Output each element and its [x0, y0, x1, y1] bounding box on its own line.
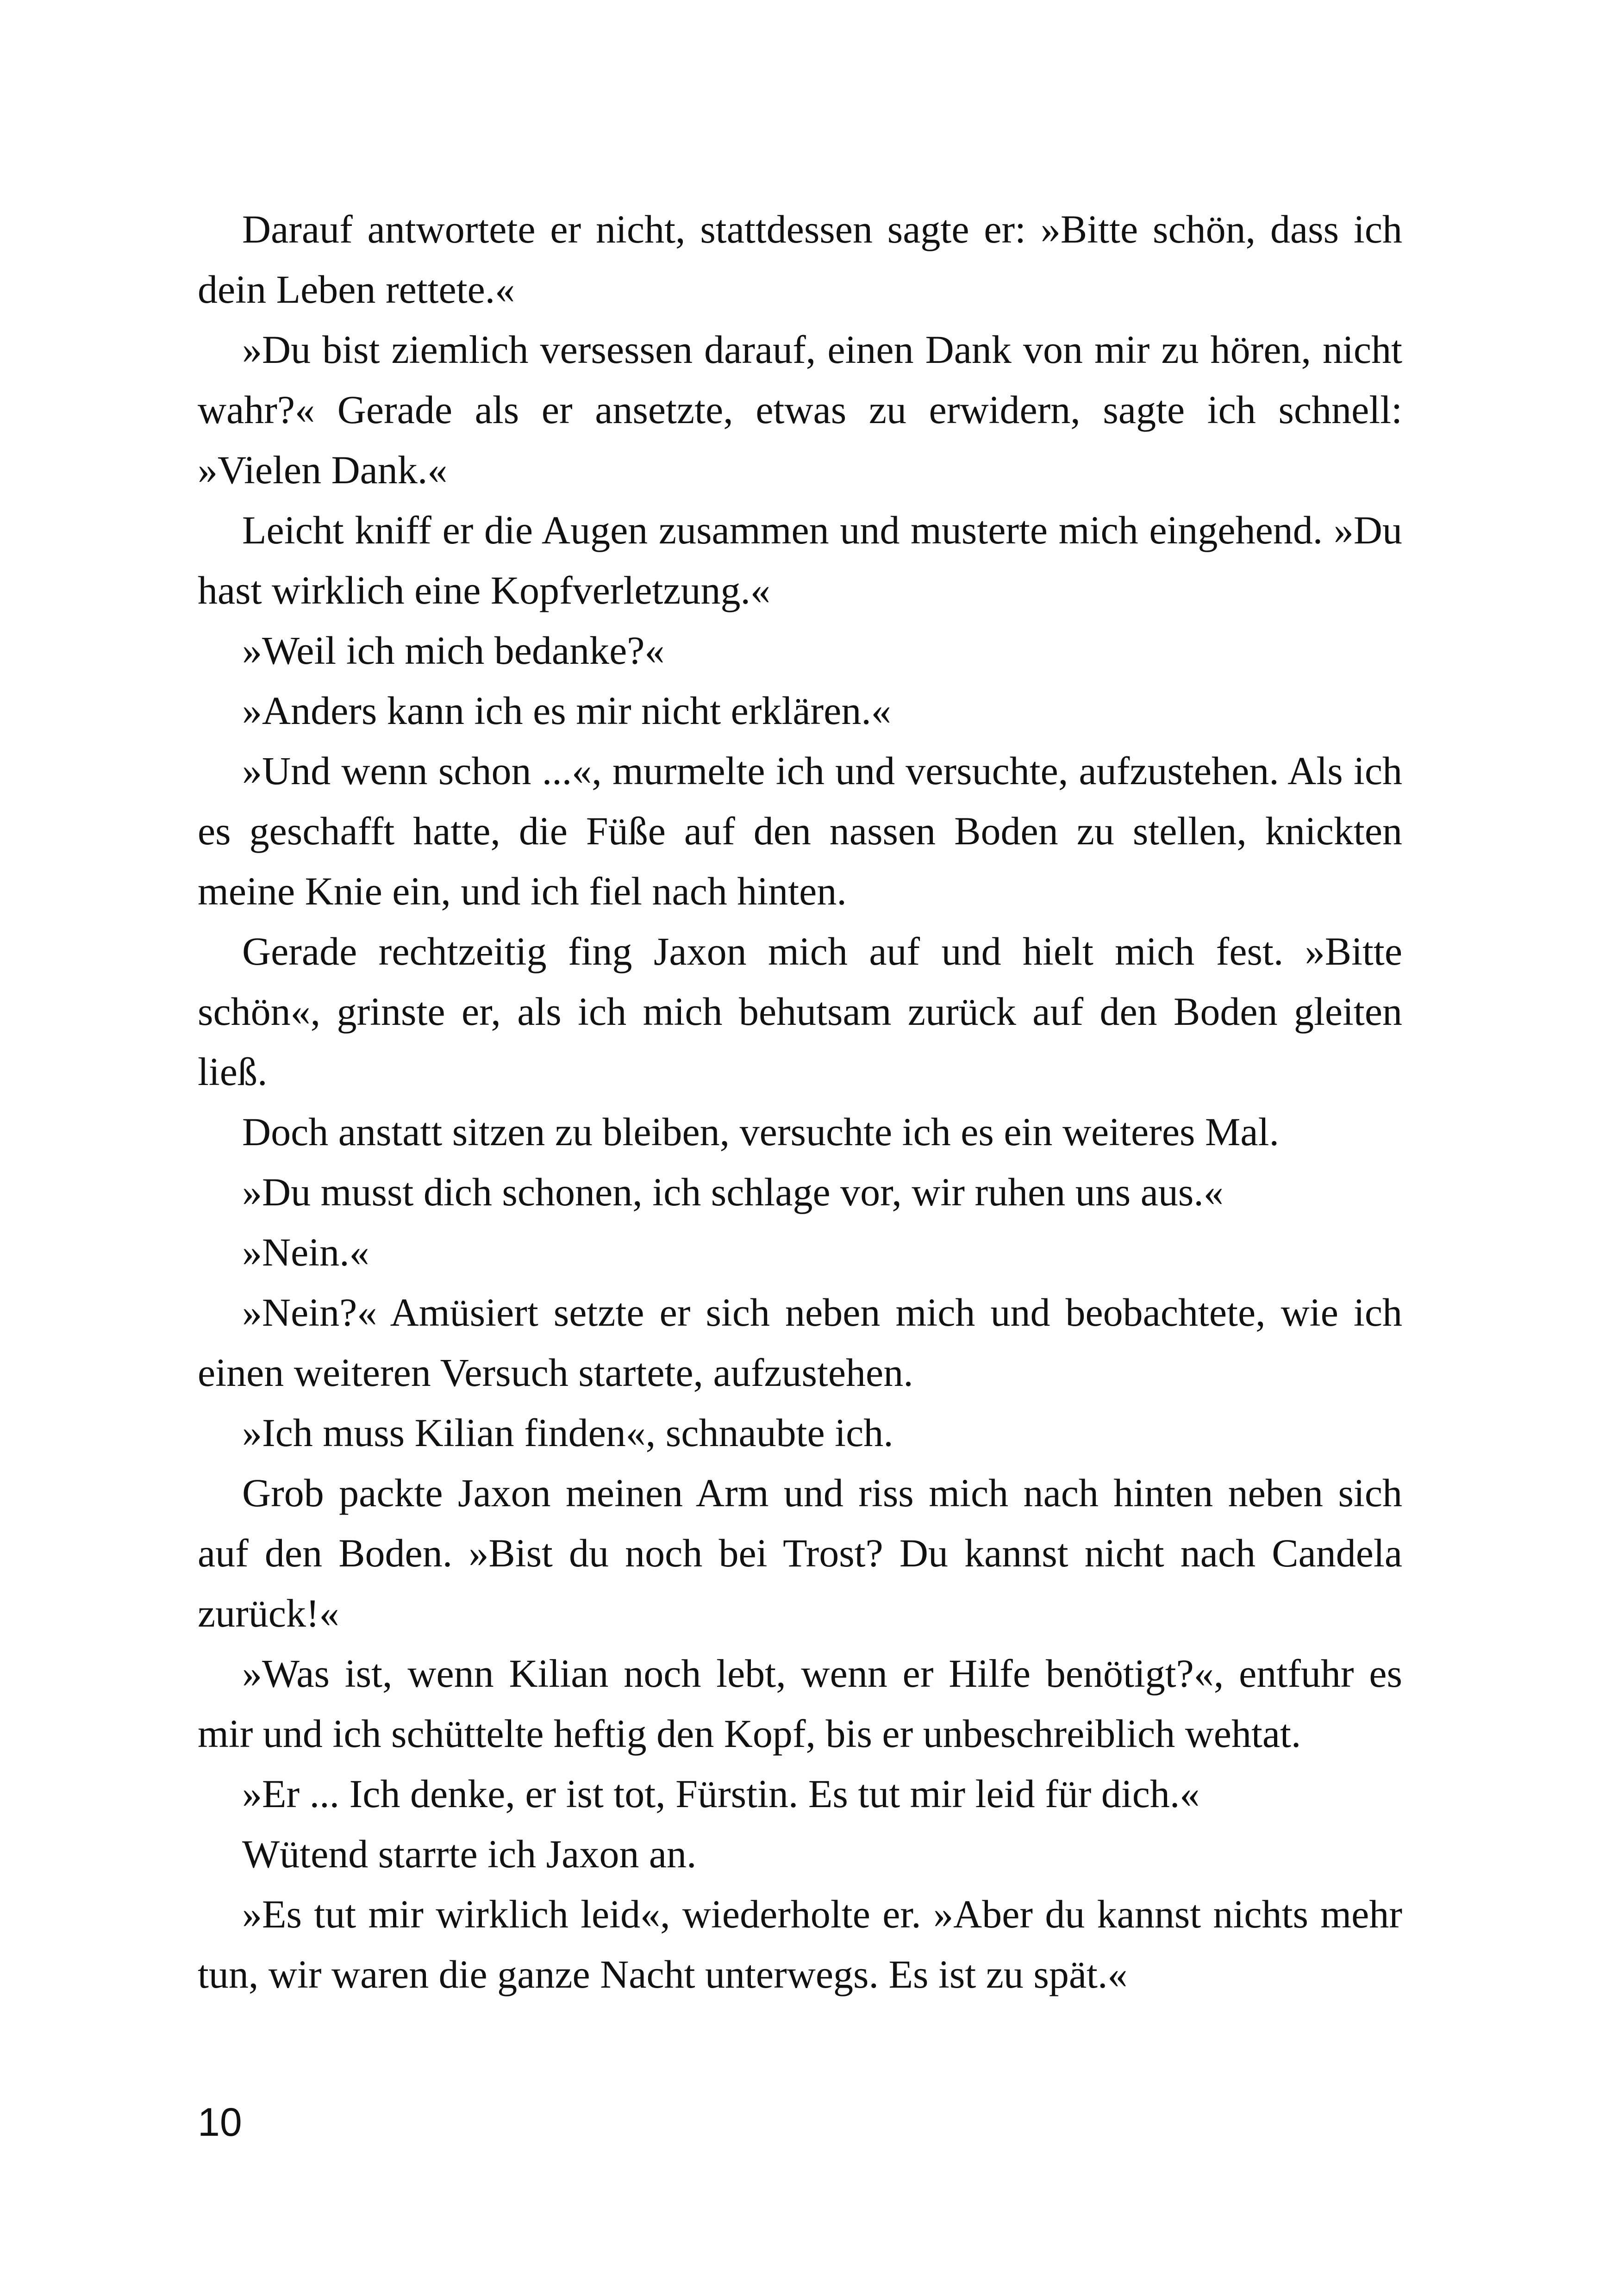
paragraph: Grob packte Jaxon meinen Arm und riss mich nach hinten neben sich auf den Boden. »Bist du noch bei Trost? Du kannst nicht nach Candela zurück!«: [198, 1471, 1402, 1635]
paragraph: »Du musst dich schonen, ich schlage vor, wir ruhen uns aus.«: [242, 1170, 1224, 1214]
paragraph: Gerade rechtzeitig fing Jaxon mich auf und hielt mich fest. »Bitte schön«, grinste er, als ich mich behutsam zurück auf den Boden gleiten ließ.: [198, 929, 1402, 1094]
paragraph: »Was ist, wenn Kilian noch lebt, wenn er Hilfe benötigt?«, entfuhr es mir und ich schüttelte heftig den Kopf, bis er unbeschreiblich wehtat.: [198, 1651, 1402, 1756]
page-number: 10: [198, 2100, 242, 2145]
paragraph: Doch anstatt sitzen zu bleiben, versuchte ich es ein weiteres Mal.: [242, 1110, 1279, 1154]
paragraph: Wütend starrte ich Jaxon an.: [242, 1832, 697, 1876]
paragraph: »Er ... Ich denke, er ist tot, Fürstin. Es tut mir leid für dich.«: [242, 1771, 1200, 1816]
paragraph: »Es tut mir wirklich leid«, wiederholte er. »Aber du kannst nichts mehr tun, wir waren die ganze Nacht unterwegs. Es ist zu spät.«: [198, 1892, 1402, 1996]
paragraph: »Weil ich mich bedanke?«: [242, 628, 665, 673]
paragraph: »Ich muss Kilian finden«, schnaubte ich.: [242, 1410, 893, 1455]
paragraph: »Und wenn schon ...«, murmelte ich und versuchte, aufzustehen. Als ich es geschafft hatte, die Füße auf den nassen Boden zu stellen, knickten meine Knie ein, und ich fiel nach hinten.: [198, 748, 1402, 913]
paragraph: Leicht kniff er die Augen zusammen und musterte mich eingehend. »Du hast wirklich eine Kopfverletzung.«: [198, 508, 1402, 612]
paragraph: »Nein?« Amüsiert setzte er sich neben mich und beobachtete, wie ich einen weiteren Versuch startete, aufzustehen.: [198, 1290, 1402, 1395]
paragraph: Darauf antwortete er nicht, stattdessen sagte er: »Bitte schön, dass ich dein Leben rettete.«: [198, 207, 1402, 312]
body-text: [198, 199, 1402, 2004]
paragraph: »Du bist ziemlich versessen darauf, einen Dank von mir zu hören, nicht wahr?« Gerade als er ansetzte, etwas zu erwidern, sagte ich schnell: »Vielen Dank.«: [198, 327, 1402, 492]
paragraph: »Nein.«: [242, 1230, 369, 1274]
paragraph: »Anders kann ich es mir nicht erklären.«: [242, 688, 891, 733]
